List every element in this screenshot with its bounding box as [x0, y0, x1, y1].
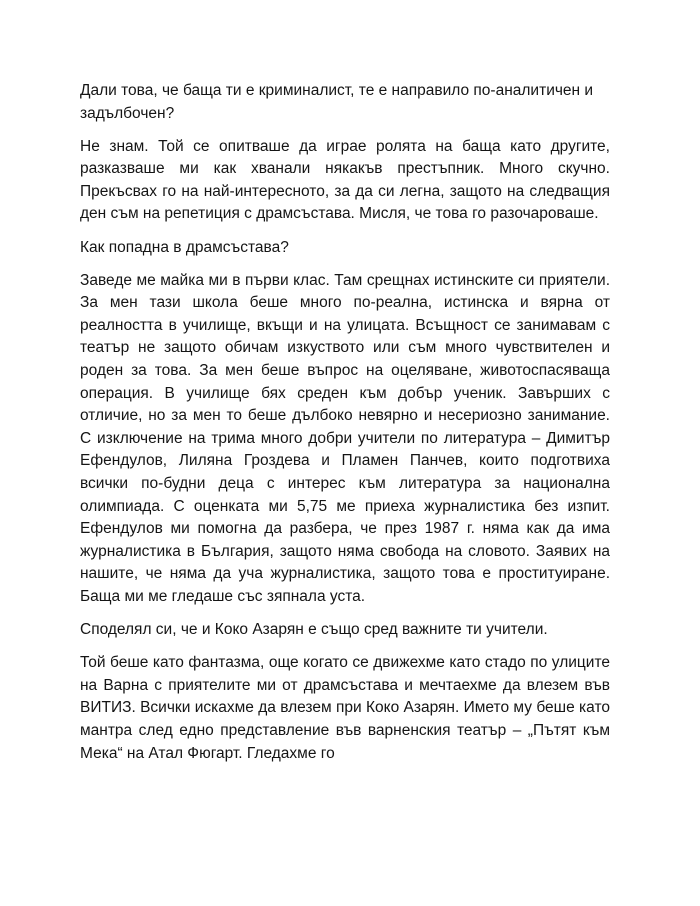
- interview-answer-2: Заведе ме майка ми в първи клас. Там срещнах истинските си приятели. За мен тази школа беше много по-реална, истинска и вярна от реалността в училище, вкъщи и на улицата. Всъщност се занимавам с театър не защото обичам изкуството или съм много чувствителен и роден за това. За мен беше въпрос на оцеляване, животоспасяваща операция. В училище бях среден към добър ученик. Завърших с отличие, но за мен то беше дълбоко невярно и несериозно занимание. С изключение на трима много добри учители по литература – Димитър Ефендулов, Лиляна Гроздева и Пламен Панчев, които подготвиха всички по-будни деца с интерес към литература за национална олимпиада. С оценката ми 5,75 ме приеха журналистика без изпит. Ефендулов ми помогна да разбера, че през 1987 г. няма как да има журналистика в България, защото няма свобода на словото. Заявих на нашите, че няма да уча журналистика, защото това е проституиране. Баща ми ме гледаше със зяпнала уста.: [80, 271, 610, 605]
- interview-question-1: Дали това, че баща ти е криминалист, те е направило по-аналитичен и задълбочен?: [80, 82, 594, 122]
- interview-answer-1: Не знам. Той се опитваше да играе ролята на баща като другите, разказваше ми как хванали някакъв престъпник. Много скучно. Прекъсвах го на най-интересното, за да си легна, защото на следващия ден съм на репетиция с драмсъстава. Мисля, че това го разочароваше.: [80, 137, 610, 223]
- interview-answer-3: Той беше като фантазма, още когато се движехме като стадо по улиците на Варна с приятелите ми от драмсъстава и мечтаехме да влезем във ВИТИЗ. Всички искахме да влезем при Коко Азарян. Името му беше като мантра след едно представление във варненския театър – „Пътят към Мека“ на Атал Фюгарт. Гледахме го: [80, 654, 610, 762]
- interview-question-3: Споделял си, че и Коко Азарян е също сред важните ти учители.: [80, 621, 548, 639]
- interview-question-2: Как попадна в драмсъстава?: [80, 238, 289, 256]
